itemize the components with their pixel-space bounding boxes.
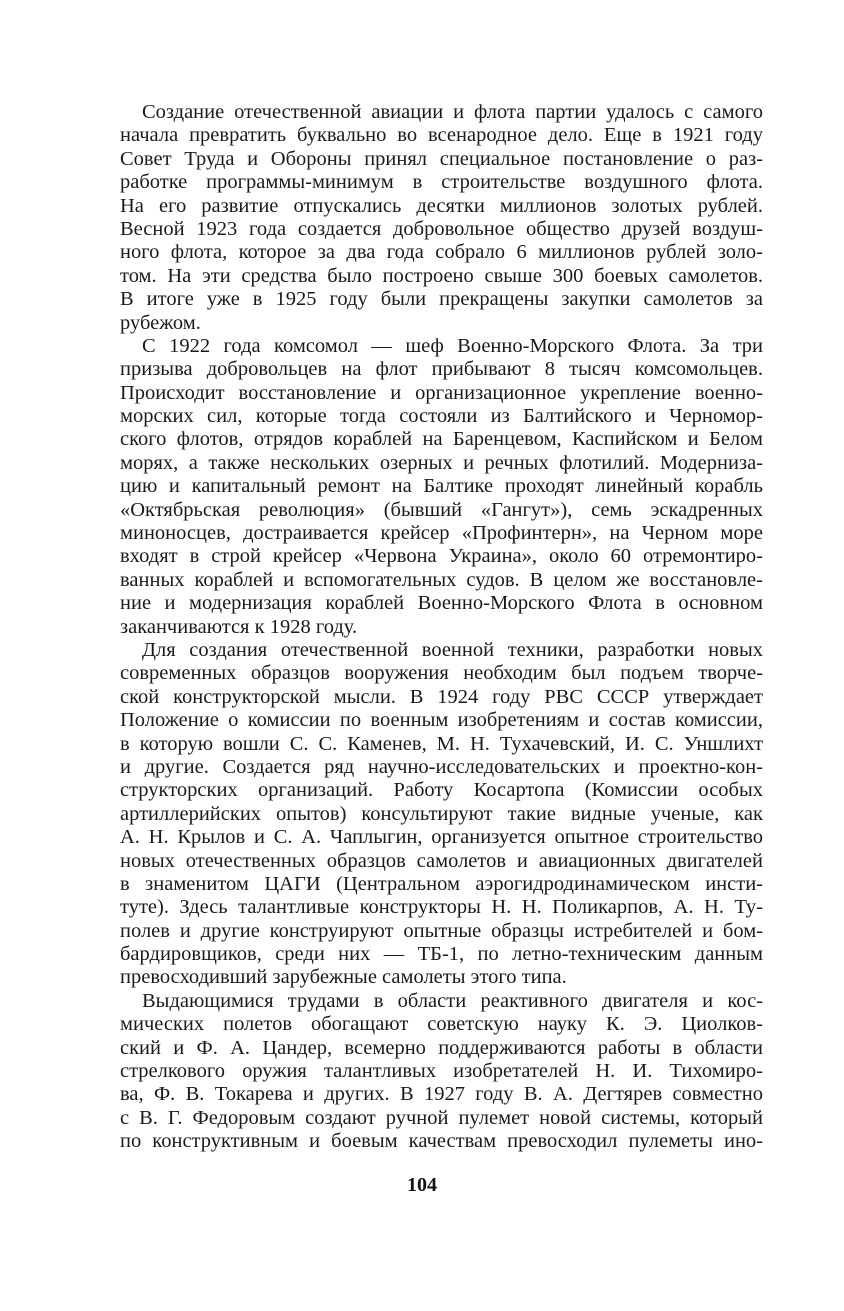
text-line: мических полетов обогащают советскую науку К. Э. Циолков- [120, 1013, 763, 1036]
text-line: бардировщиков, среди них — ТБ-1, по летно-техническим данным [120, 943, 763, 966]
body-text [120, 101, 763, 1154]
text-line: входят в строй крейсер «Червона Украина», около 60 отремонтиро- [120, 545, 763, 568]
text-line: превосходивший зарубежные самолеты этого типа. [120, 966, 567, 989]
paragraph [120, 990, 763, 1154]
text-line: цию и капитальный ремонт на Балтике проходят линейный корабль [120, 475, 763, 498]
text-line: С 1922 года комсомол — шеф Военно-Морского Флота. За три [142, 334, 763, 357]
text-line: Положение о комиссии по военным изобретениям и состав комиссии, [120, 709, 763, 732]
text-line: в которую вошли С. С. Каменев, М. Н. Тухачевский, И. С. Уншлихт [120, 732, 763, 755]
text-line: полев и другие конструируют опытные образцы истребителей и бом- [120, 919, 763, 942]
text-line: Создание отечественной авиации и флота партии удалось с самого [142, 101, 763, 123]
text-line: с В. Г. Федоровым создают ручной пулемет новой системы, который [120, 1106, 763, 1129]
text-line: новых отечественных образцов самолетов и авиационных двигателей [120, 849, 763, 872]
text-line: ние и модернизация кораблей Военно-Морского Флота в основном [120, 592, 763, 615]
text-line: На его развитие отпускались десятки миллионов золотых рублей. [120, 194, 763, 217]
text-line: стрелкового оружия талантливых изобретателей Н. И. Тихомиро- [120, 1060, 763, 1083]
text-line: в знаменитом ЦАГИ (Центральном аэрогидродинамическом инсти- [120, 872, 763, 895]
text-line: Происходит восстановление и организационное укрепление военно- [120, 381, 763, 404]
text-line: «Октябрьская революция» (бывший «Гангут»), семь эскадренных [120, 498, 763, 521]
text-line: В итоге уже в 1925 году были прекращены закупки самолетов за [120, 288, 763, 311]
text-line: начала превратить буквально во всенародное дело. Еще в 1921 году [120, 124, 763, 147]
text-line: ской конструкторской мысли. В 1924 году РВС СССР утверждает [120, 685, 763, 708]
text-line: и другие. Создается ряд научно-исследовательских и проектно-кон- [120, 755, 763, 778]
text-line: ва, Ф. В. Токарева и других. В 1927 году В. А. Дегтярев совместно [120, 1083, 763, 1106]
text-line: заканчиваются к 1928 году. [120, 615, 358, 638]
text-line: Для создания отечественной военной техники, разработки новых [142, 638, 763, 661]
text-line: призыва добровольцев на флот прибывают 8 тысяч комсомольцев. [120, 358, 763, 381]
page-number: 104 [407, 1174, 437, 1196]
text-line: артиллерийских опытов) консультируют такие видные ученые, как [120, 802, 763, 825]
text-line: ского флотов, отрядов кораблей на Баренцевом, Каспийском и Белом [120, 428, 763, 451]
text-line: ного флота, которое за два года собрало 6 миллионов рублей золо- [120, 241, 763, 264]
text-line: А. Н. Крылов и С. А. Чаплыгин, организуется опытное строительство [120, 826, 763, 849]
text-line: по конструктивным и боевым качествам превосходил пулеметы ино- [120, 1130, 763, 1153]
text-line: структорских организаций. Работу Косартопа (Комиссии особых [120, 779, 763, 802]
text-line: миноносцев, достраивается крейсер «Профинтерн», на Черном море [120, 522, 763, 545]
text-line: рубежом. [120, 311, 201, 334]
text-line: работке программы-минимум в строительстве воздушного флота. [120, 171, 763, 194]
text-line: морях, а также нескольких озерных и речных флотилий. Модерниза- [120, 451, 763, 474]
paragraph [120, 335, 763, 639]
text-line: туте). Здесь талантливые конструкторы Н. Н. Поликарпов, А. Н. Ту- [120, 896, 763, 919]
text-line: ванных кораблей и вспомогательных судов. В целом же восстановле- [120, 568, 763, 591]
text-line: Выдающимися трудами в области реактивного двигателя и кос- [142, 989, 763, 1012]
paragraph [120, 101, 763, 335]
text-line: Совет Труда и Обороны принял специальное постановление о раз- [120, 147, 763, 170]
paragraph [120, 639, 763, 990]
text-line: том. На эти средства было построено свыше 300 боевых самолетов. [120, 264, 763, 287]
text-line: современных образцов вооружения необходим был подъем творче- [120, 662, 763, 685]
text-line: Весной 1923 года создается добровольное общество друзей воздуш- [120, 217, 763, 240]
text-line: ский и Ф. А. Цандер, всемерно поддерживаются работы в области [120, 1036, 763, 1059]
text-line: морских сил, которые тогда состояли из Балтийского и Черномор- [120, 405, 763, 428]
